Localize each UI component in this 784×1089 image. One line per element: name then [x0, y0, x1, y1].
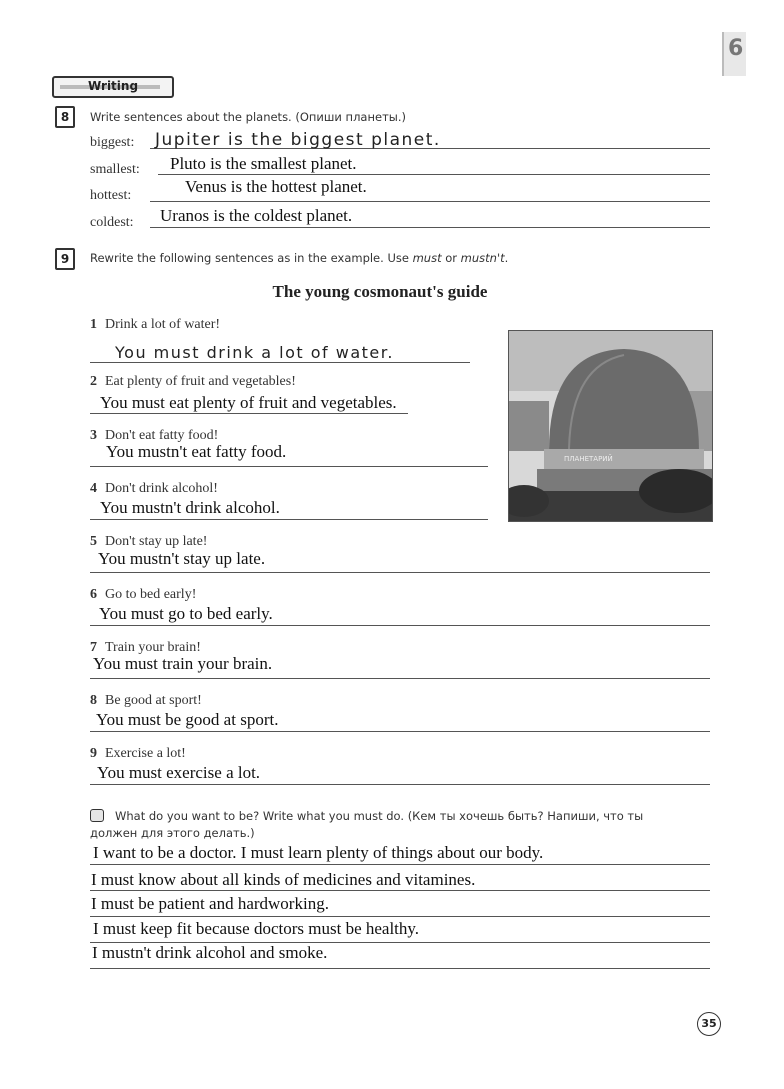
ex10-answer-5[interactable]: I mustn't drink alcohol and smoke.: [92, 943, 328, 962]
item-6-prompt: 6 Go to bed early!: [90, 587, 197, 602]
exercise-8-instruction: Write sentences about the planets. (Опиши планеты.): [90, 110, 406, 124]
exercise-10-instruction-2: должен для этого делать.): [90, 826, 255, 840]
item-8-prompt: 8 Be good at sport!: [90, 693, 202, 708]
ex10-answer-1[interactable]: I want to be a doctor. I must learn plenty of things about our body.: [93, 843, 544, 862]
item-3-prompt: 3 Don't eat fatty food!: [90, 428, 219, 443]
ex8-answer-hottest[interactable]: Venus is the hottest planet.: [185, 177, 367, 196]
ex8-answer-smallest[interactable]: Pluto is the smallest planet.: [170, 154, 357, 173]
item-9-answer[interactable]: You must exercise a lot.: [97, 763, 261, 782]
item-7-prompt: 7 Train your brain!: [90, 640, 201, 655]
item-1-answer[interactable]: You must drink a lot of water.: [115, 343, 394, 362]
guide-title: The young cosmonaut's guide: [272, 282, 488, 301]
item-3-answer[interactable]: You mustn't eat fatty food.: [106, 442, 287, 461]
item-2-prompt: 2 Eat plenty of fruit and vegetables!: [90, 374, 296, 389]
ex8-label-coldest: coldest:: [90, 215, 134, 230]
photo-caption: ПЛАНЕТАРИЙ: [564, 455, 613, 463]
exercise-10-instruction-1: What do you want to be? Write what you must do. (Кем ты хочешь быть? Напиши, что ты: [115, 809, 644, 823]
ex8-answer-biggest[interactable]: Jupiter is the biggest planet.: [155, 130, 441, 150]
item-1-prompt: 1 Drink a lot of water!: [90, 317, 221, 332]
ex8-label-smallest: smallest:: [90, 162, 140, 177]
ex8-label-biggest: biggest:: [90, 135, 135, 150]
ex10-answer-3[interactable]: I must be patient and hardworking.: [91, 894, 329, 913]
ex8-label-hottest: hottest:: [90, 188, 132, 203]
section-label: Writing: [52, 76, 174, 98]
ex8-answer-coldest[interactable]: Uranos is the coldest planet.: [160, 206, 353, 225]
exercise-8-number: 8: [55, 106, 75, 128]
item-7-answer[interactable]: You must train your brain.: [93, 654, 273, 673]
ex10-answer-2[interactable]: I must know about all kinds of medicines and vitamines.: [91, 870, 476, 889]
item-5-prompt: 5 Don't stay up late!: [90, 534, 208, 549]
page-number: 35: [697, 1012, 721, 1036]
ex10-answer-4[interactable]: I must keep fit because doctors must be healthy.: [93, 919, 420, 938]
item-4-prompt: 4 Don't drink alcohol!: [90, 481, 218, 496]
unit-number: 6: [728, 36, 744, 61]
exercise-9-number: 9: [55, 248, 75, 270]
exercise-10-icon: [90, 809, 104, 822]
item-2-answer[interactable]: You must eat plenty of fruit and vegetables.: [100, 393, 397, 412]
item-4-answer[interactable]: You mustn't drink alcohol.: [100, 498, 280, 517]
item-9-prompt: 9 Exercise a lot!: [90, 746, 186, 761]
item-8-answer[interactable]: You must be good at sport.: [96, 710, 279, 729]
item-5-answer[interactable]: You mustn't stay up late.: [98, 549, 266, 568]
planetarium-photo: [508, 330, 713, 522]
unit-tab: [722, 32, 746, 76]
exercise-9-instruction: Rewrite the following sentences as in the example. Use must or mustn't.: [90, 251, 509, 265]
item-6-answer[interactable]: You must go to bed early.: [99, 604, 273, 623]
